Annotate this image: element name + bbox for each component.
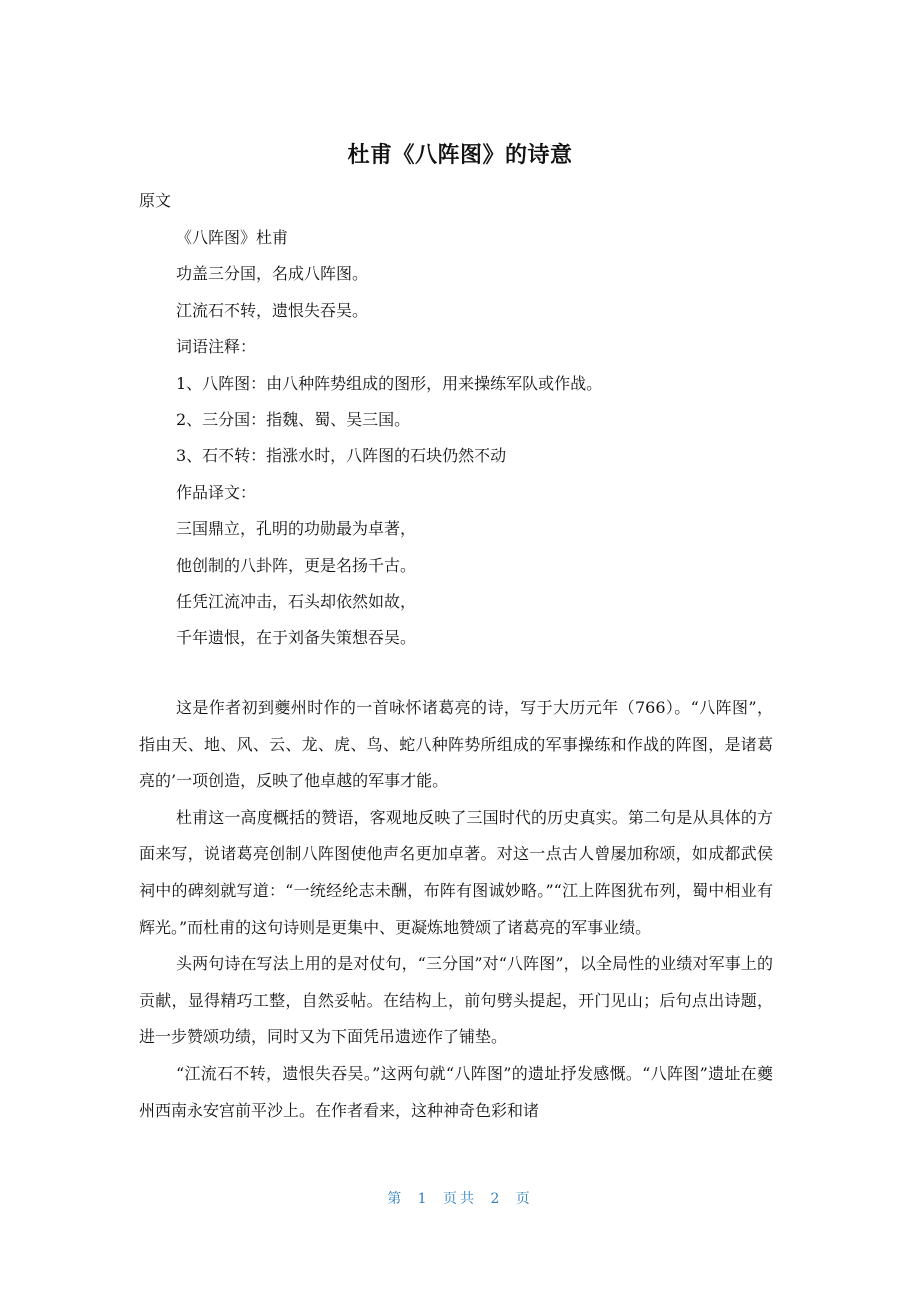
paragraph-1: 这是作者初到夔州时作的一首咏怀诸葛亮的诗，写于大历元年（766）。“八阵图”，指由天、地、风、云、龙、虎、鸟、蛇八种阵势所组成的军事操练和作战的阵图，是诸葛亮的’一项创造，反映了他卓越的军事才能。 — [139, 698, 773, 791]
analysis-body — [139, 690, 773, 1129]
notes-heading: 词语注释： — [176, 337, 257, 357]
note-item-2: 2、三分国：指魏、蜀、吴三国。 — [176, 409, 411, 429]
translation-line-3: 任凭江流冲击，石头却依然如故， — [176, 591, 417, 611]
translation-line-4: 千年遗恨，在于刘备失策想吞吴。 — [176, 628, 417, 648]
section-heading: 原文 — [139, 191, 172, 210]
page-title: 杜甫《八阵图》的诗意 — [347, 143, 573, 168]
paragraph-2: 杜甫这一高度概括的赞语，客观地反映了三国时代的历史真实。第二句是从具体的方面来写，说诸葛亮创制八阵图使他声名更加卓著。对这一点古人曾屡加称颂，如成都武侯祠中的碑刻就写道：“一统经纶志未酬，布阵有图诚妙略。”“江上阵图犹布列，蜀中相业有辉光。”而杜甫的这句诗则是更集中、更凝炼地赞颂了诸葛亮的军事业绩。 — [139, 807, 773, 937]
page-number-footer: 第 1 页共 2 页 — [387, 1191, 533, 1207]
note-item-3: 3、石不转：指涨水时，八阵图的石块仍然不动 — [176, 446, 507, 466]
note-item-1: 1、八阵图：由八种阵势组成的图形，用来操练军队或作战。 — [176, 373, 603, 393]
poem-line-2: 江流石不转，遗恨失吞吴。 — [176, 300, 369, 320]
translation-line-2: 他创制的八卦阵，更是名扬千古。 — [176, 555, 417, 575]
translation-heading: 作品译文： — [176, 482, 257, 502]
paragraph-4: “江流石不转，遗恨失吞吴。”这两句就“八阵图”的遗址抒发感慨。“八阵图”遗址在夔州西南永安宫前平沙上。在作者看来，这种神奇色彩和诸 — [139, 1063, 773, 1120]
poem-and-notes-list — [176, 224, 796, 661]
translation-line-1: 三国鼎立，孔明的功勋最为卓著， — [176, 519, 417, 539]
paragraph-3: 头两句诗在写法上用的是对仗句，“三分国”对“八阵图”，以全局性的业绩对军事上的贡献，显得精巧工整，自然妥帖。在结构上，前句劈头提起，开门见山；后句点出诗题，进一步赞颂功绩，同时又为下面凭吊遗迹作了铺垫。 — [139, 954, 773, 1047]
poem-title-line: 《八阵图》杜甫 — [176, 228, 289, 247]
poem-line-1: 功盖三分国，名成八阵图。 — [176, 264, 369, 284]
